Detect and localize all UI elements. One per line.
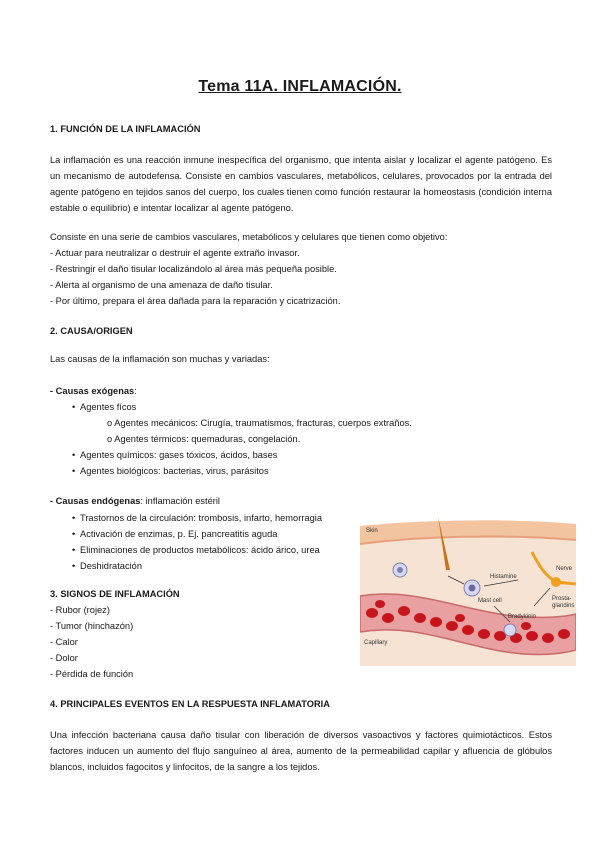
section-3-heading: 3. SIGNOS DE INFLAMACIÓN	[50, 589, 180, 599]
page-title: Tema 11A. INFLAMACIÓN.	[198, 78, 402, 95]
label-prostaglandins-2: glandins	[552, 603, 575, 609]
inflammation-illustration	[360, 518, 576, 666]
section-2-intro: Las causas de la inflamación son muchas y variadas:	[50, 354, 270, 364]
list-item: • Eliminaciones de productos metabólicos: ácido árico, urea	[72, 542, 320, 558]
exogenous-causes-label	[50, 383, 137, 399]
label-mast-cell: Mast cell	[478, 598, 502, 604]
label-prostaglandins-1: Prosta-	[552, 596, 572, 602]
label-skin: Skin	[366, 528, 378, 534]
list-item: • Trastornos de la circulación: trombosis, infarto, hemorragia	[72, 510, 322, 526]
exogenous-label-bold: - Causas exógenas	[50, 386, 135, 396]
list-item: - Rubor (rojez)	[50, 605, 110, 615]
section-1-intro: Consiste en una serie de cambios vasculares, metabólicos y celulares que tienen como objetivo:	[50, 232, 448, 242]
list-item: - Tumor (hinchazón)	[50, 621, 134, 631]
endogenous-label-rest: : inflamación estéril	[140, 496, 220, 506]
label-nerve: Nerve	[556, 566, 573, 572]
endogenous-causes-label	[50, 493, 220, 509]
list-item: - Pérdida de función	[50, 669, 134, 679]
label-capillary: Capillary	[364, 640, 388, 646]
list-item: o Agentes térmicos: quemaduras, congelación.	[107, 434, 301, 444]
list-item: - Dolor	[50, 653, 78, 663]
list-item: - Restringir el daño tisular localizándolo al área más pequeña posible.	[50, 264, 337, 274]
list-item: • Agentes químicos: gases tóxicos, ácidos, bases	[72, 447, 277, 463]
phagocyte-icon	[504, 624, 516, 636]
label-bradykinin: Bradykinin	[508, 614, 537, 620]
list-item: o Agentes mecánicos: Cirugía, traumatismos, fracturas, cuerpos extraños.	[107, 418, 412, 428]
list-item: • Agentes biológicos: bacterias, virus, parásitos	[72, 463, 269, 479]
label-histamine: Histamine	[490, 574, 517, 580]
endogenous-label-bold: - Causas endógenas	[50, 496, 141, 506]
list-item: • Activación de enzimas, p. Ej. pancreatitis aguda	[72, 526, 277, 542]
list-item: - Actuar para neutralizar o destruir el agente extraño invasor.	[50, 248, 300, 258]
list-item: • Agentes fícos	[72, 399, 136, 415]
section-1-paragraph: La inflamación es una reacción inmune inespecífica del organismo, que intenta aislar y localizar el agente patógeno. Es un mecanismo de autodefensa. Consiste en cambios vasculares, metabólicos, celulares, provocados por la entrada del agente patógeno en tejidos sanos del cuerpo, los cuales tienen como función restaurar la homeostasis (condición interna estable o equilibrio) e intentar localizar al agente patógeno.	[50, 155, 552, 213]
section-2-heading: 2. CAUSA/ORIGEN	[50, 326, 133, 336]
section-4-heading: 4. PRINCIPALES EVENTOS EN LA RESPUESTA INFLAMATORIA	[50, 699, 330, 709]
list-item: • Deshidratación	[72, 558, 142, 574]
exogenous-colon: :	[134, 386, 137, 396]
section-1-heading: 1. FUNCIÓN DE LA INFLAMACIÓN	[50, 124, 201, 134]
list-item: - Alerta al organismo de una amenaza de daño tisular.	[50, 280, 273, 290]
list-item: - Por último, prepara el área dañada para la reparación y cicatrización.	[50, 296, 341, 306]
section-4-paragraph: Una infección bacteriana causa daño tisular con liberación de diversos vasoactivos y factores quimiotácticos. Estos factores inducen un aumento del flujo sanguíneo al área, aumento de la permeabilidad capilar y afluencia de glóbulos blancos, incluidos fagocitos y linfocitos, de la sangre a los tejidos.	[50, 730, 552, 772]
list-item: - Calor	[50, 637, 78, 647]
